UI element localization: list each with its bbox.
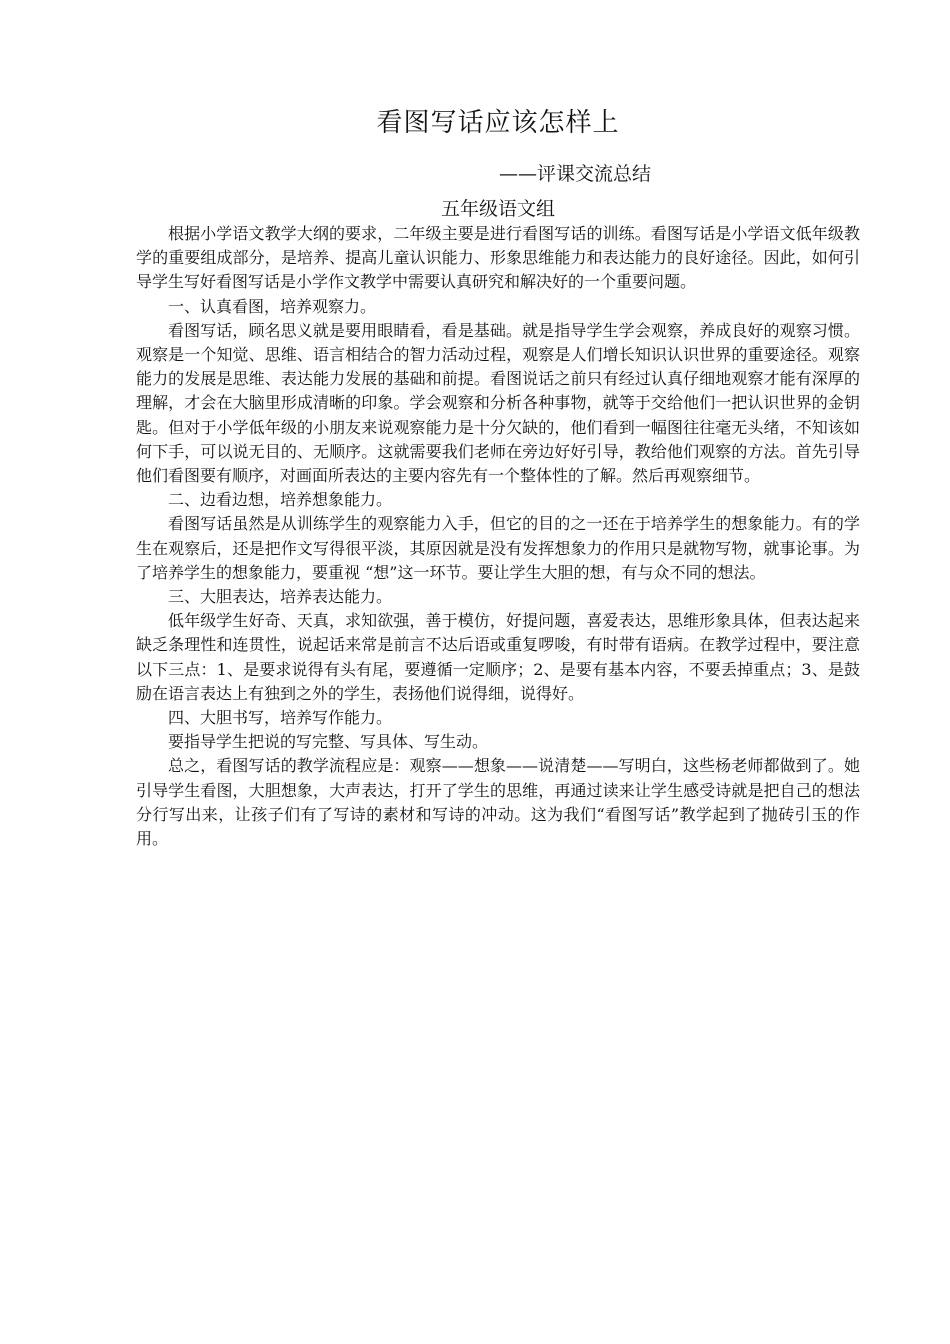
section-heading-4: 四、大胆书写，培养写作能力。 (168, 708, 393, 728)
section-heading-2: 二、边看边想，培养想象能力。 (168, 490, 393, 510)
section-heading-1: 一、认真看图，培养观察力。 (168, 296, 377, 316)
section-heading-3: 三、大胆表达，培养表达能力。 (168, 587, 393, 607)
section-paragraph-1: 看图写话，顾名思义就是要用眼睛看，看是基础。就是指导学生学会观察，养成良好的观察习惯。观察是一个知觉、思维、语言相结合的智力活动过程，观察是人们增长知识认识世界的重要途径。观察能力的发展是思维、表达能力发展的基础和前提。看图说话之前只有经过认真仔细地观察才能有深厚的理解，才会在大脑里形成清晰的印象。学会观察和分析各种事物，就等于交给他们一把认识世界的金钥匙。但对于小学低年级的小朋友来说观察能力是十分欠缺的，他们看到一幅图往往毫无头绪，不知该如何下手，可以说无目的、无顺序。这就需要我们老师在旁边好好引导，教给他们观察的方法。首先引导他们看图要有顺序，对画面所表达的主要内容先有一个整体性的了解。然后再观察细节。 (136, 320, 860, 486)
document-subtitle: ——评课交流总结 (498, 163, 651, 185)
intro-paragraph: 根据小学语文教学大纲的要求，二年级主要是进行看图写话的训练。看图写话是小学语文低年级教学的重要组成部分，是培养、提高儿童认识能力、形象思维能力和表达能力的良好途径。因此，如何引导学生写好看图写话是小学作文教学中需要认真研究和解决好的一个重要问题。 (136, 224, 860, 292)
document-body (136, 222, 860, 851)
document-title: 看图写话应该怎样上 (376, 108, 620, 138)
section-paragraph-2: 看图写话虽然是从训练学生的观察能力入手，但它的目的之一还在于培养学生的想象能力。有的学生在观察后，还是把作文写得很平淡，其原因就是没有发挥想象力的作用只是就物写物，就事论事。为了培养学生的想象能力，要重视 “想”这一环节。要让学生大胆的想，有与众不同的想法。 (136, 514, 860, 582)
section-paragraph-4: 要指导学生把说的写完整、写具体、写生动。 (168, 732, 489, 752)
document-author: 五年级语文组 (440, 198, 555, 220)
conclusion-paragraph: 总之，看图写话的教学流程应是：观察——想象——说清楚——写明白，这些杨老师都做到了。她引导学生看图，大胆想象，大声表达，打开了学生的思维，再通过读来让学生感受诗就是把自己的想法分行写出来，让孩子们有了写诗的素材和写诗的冲动。这为我们“看图写话”教学起到了抛砖引玉的作用。 (136, 756, 860, 849)
section-paragraph-3: 低年级学生好奇、天真，求知欲强，善于模仿，好提问题，喜爱表达，思维形象具体，但表达起来缺乏条理性和连贯性，说起话来常是前言不达后语或重复啰唆，有时带有语病。在教学过程中，要注意以下三点：1、是要求说得有头有尾，要遵循一定顺序；2、是要有基本内容，不要丢掉重点；3、是鼓励在语言表达上有独到之外的学生，表扬他们说得细，说得好。 (136, 611, 860, 703)
